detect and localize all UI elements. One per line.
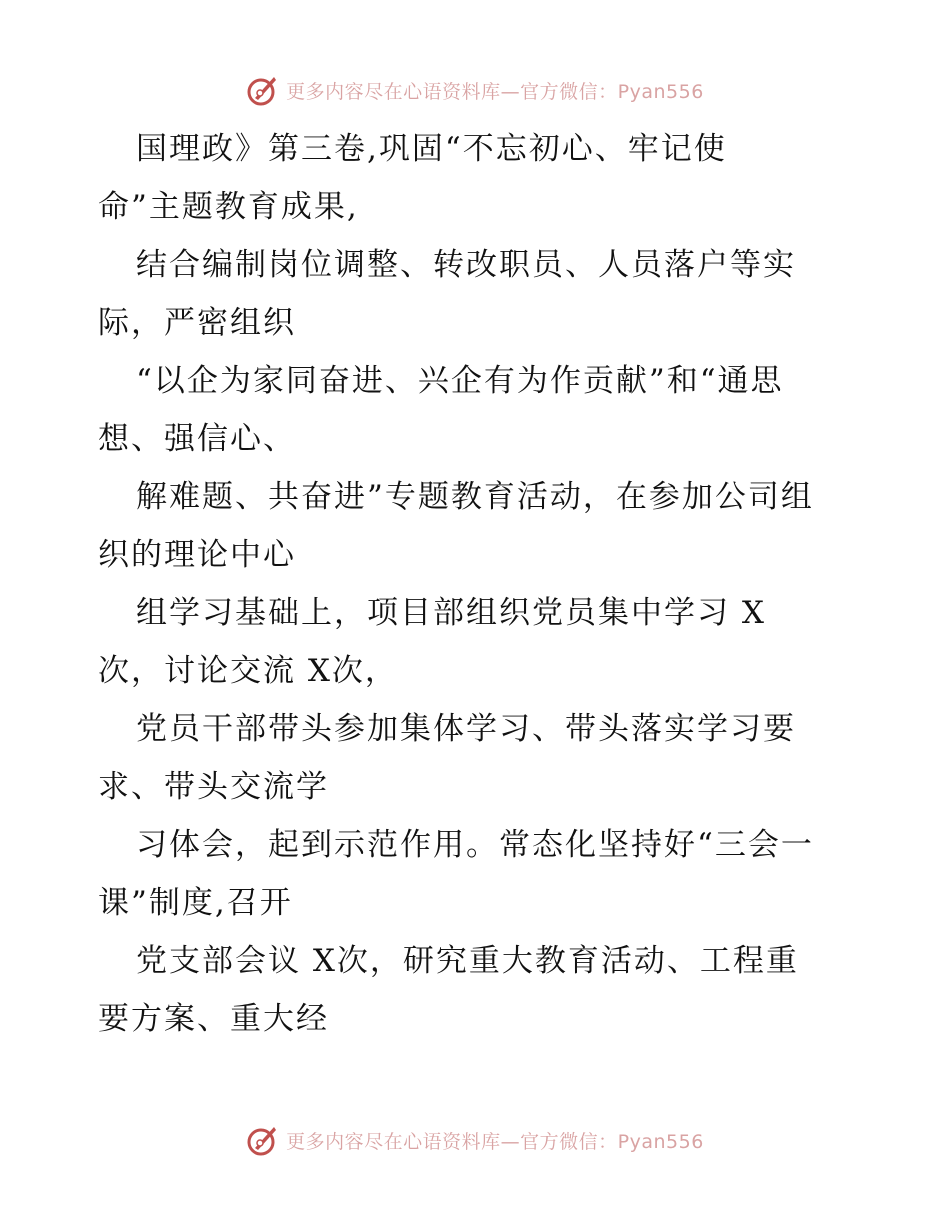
paragraph-line: 际，严密组织 <box>98 305 296 341</box>
paragraph-line: 组学习基础上，项目部组织党员集中学习 X <box>136 595 766 631</box>
paragraph-line: 次，讨论交流 X次， <box>98 653 398 689</box>
paragraph-line: 解难题、共奋进”专题教育活动，在参加公司组 <box>136 479 814 515</box>
paragraph-line: 习体会，起到示范作用。常态化坚持好“三会一 <box>136 827 814 863</box>
paragraph-line: 党员干部带头参加集体学习、带头落实学习要 <box>136 711 796 747</box>
paragraph-line: 织的理论中心 <box>98 537 296 573</box>
paragraph-line: 命”主题教育成果, <box>98 189 359 225</box>
footer-banner <box>0 1120 950 1160</box>
footer-banner-text: 更多内容尽在心语资料库—官方微信：Pyan556 <box>286 1130 704 1153</box>
paragraph-line: 想、强信心、 <box>98 421 296 457</box>
quill-logo-icon <box>246 1123 280 1157</box>
header-banner-text: 更多内容尽在心语资料库—官方微信：Pyan556 <box>286 80 704 103</box>
quill-logo-icon <box>246 73 280 107</box>
paragraph-line: 求、带头交流学 <box>98 769 329 805</box>
paragraph-line: 要方案、重大经 <box>98 1001 329 1037</box>
paragraph-line: 结合编制岗位调整、转改职员、人员落户等实 <box>136 247 796 283</box>
paragraph-line: 国理政》第三卷,巩固“不忘初心、牢记使 <box>136 131 727 167</box>
document-body <box>98 120 878 1048</box>
header-banner <box>0 70 950 110</box>
paragraph-line: “以企为家同奋进、兴企有为作贡献”和“通思 <box>136 363 784 399</box>
paragraph-line: 课”制度,召开 <box>98 885 293 921</box>
paragraph-line: 党支部会议 X次，研究重大教育活动、工程重 <box>136 943 799 979</box>
